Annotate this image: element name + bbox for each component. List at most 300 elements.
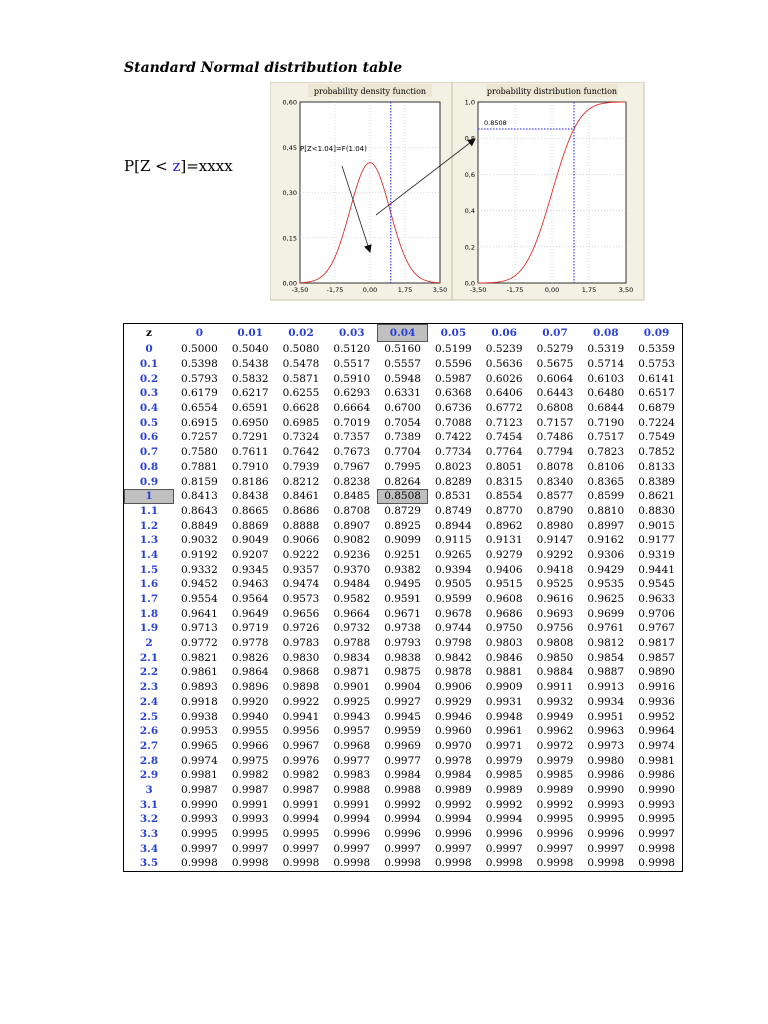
probability-cell: 0.9936 <box>638 695 675 708</box>
probability-cell: 0.9985 <box>536 769 574 782</box>
probability-cell: 0.8485 <box>333 490 371 503</box>
probability-cell: 0.9979 <box>485 754 523 767</box>
probability-cell: 0.9982 <box>231 769 269 782</box>
probability-cell: 0.9222 <box>282 548 320 561</box>
probability-cell: 0.9015 <box>638 519 675 532</box>
z-value-cell: 2.8 <box>139 754 159 767</box>
probability-cell: 0.9994 <box>384 813 421 826</box>
probability-cell: 0.9987 <box>231 783 269 796</box>
table-row <box>124 739 683 754</box>
probability-cell: 0.9984 <box>384 769 421 782</box>
probability-cell: 0.9545 <box>638 578 675 591</box>
probability-cell: 0.5636 <box>485 358 523 371</box>
probability-cell: 0.8810 <box>587 504 625 517</box>
probability-cell: 0.7823 <box>587 446 625 459</box>
probability-cell: 0.9783 <box>282 637 320 650</box>
probability-cell: 0.9599 <box>435 593 472 606</box>
probability-cell: 0.5557 <box>384 358 421 371</box>
probability-cell: 0.9649 <box>231 607 269 620</box>
table-row <box>124 357 683 372</box>
probability-cell: 0.9162 <box>587 534 625 547</box>
probability-cell: 0.8686 <box>282 504 320 517</box>
probability-cell: 0.9099 <box>384 534 421 547</box>
column-header: 0.01 <box>237 327 263 339</box>
probability-cell: 0.9744 <box>435 622 472 635</box>
probability-cell: 0.9945 <box>384 710 421 723</box>
probability-cell: 0.6217 <box>231 387 269 400</box>
probability-cell: 0.9995 <box>181 828 218 841</box>
x-tick-label: 0,00 <box>544 286 560 294</box>
probability-cell: 0.8729 <box>384 504 421 517</box>
probability-cell: 0.9049 <box>231 534 269 547</box>
probability-cell: 0.9406 <box>485 563 523 576</box>
probability-cell: 0.9750 <box>485 622 523 635</box>
y-tick-label: 0,6 <box>464 170 475 179</box>
probability-cell: 0.9993 <box>638 798 675 811</box>
probability-cell: 0.9463 <box>231 578 269 591</box>
probability-cell: 0.8944 <box>435 519 472 532</box>
probability-cell: 0.9997 <box>282 842 320 855</box>
probability-cell: 0.9554 <box>181 593 218 606</box>
column-header: 0.04 <box>377 324 428 343</box>
probability-cell: 0.8133 <box>638 460 675 473</box>
y-tick-label: 1,0 <box>464 98 475 107</box>
probability-cell: 0.6808 <box>536 402 574 415</box>
column-header: 0.03 <box>339 327 365 339</box>
z-column-header: z <box>146 327 152 339</box>
table-row <box>124 621 683 636</box>
probability-cell: 0.9878 <box>435 666 472 679</box>
table-row <box>124 753 683 768</box>
formula-z: z <box>172 157 181 175</box>
probability-cell: 0.9292 <box>536 548 574 561</box>
probability-cell: 0.9911 <box>536 681 574 694</box>
probability-cell: 0.8159 <box>181 475 218 488</box>
probability-cell: 0.6915 <box>181 416 218 429</box>
probability-cell: 0.9719 <box>231 622 269 635</box>
probability-cell: 0.8340 <box>536 475 574 488</box>
probability-cell: 0.9998 <box>384 857 421 870</box>
probability-cell: 0.9997 <box>384 842 421 855</box>
probability-cell: 0.7611 <box>231 446 269 459</box>
probability-cell: 0.9990 <box>181 798 218 811</box>
probability-cell: 0.9965 <box>181 739 218 752</box>
probability-cell: 0.9671 <box>384 607 421 620</box>
probability-cell: 0.9535 <box>587 578 625 591</box>
probability-cell: 0.9898 <box>282 681 320 694</box>
probability-cell: 0.8997 <box>587 519 625 532</box>
table-row <box>124 724 683 739</box>
probability-cell: 0.7549 <box>638 431 675 444</box>
probability-cell: 0.9505 <box>435 578 472 591</box>
probability-cell: 0.5359 <box>638 343 675 356</box>
y-tick-label: 0,15 <box>282 234 297 243</box>
probability-cell: 0.7939 <box>282 460 320 473</box>
probability-cell: 0.9656 <box>282 607 320 620</box>
y-tick-label: 0,30 <box>282 189 297 197</box>
probability-cell: 0.6293 <box>333 387 371 400</box>
z-value-cell: 3.1 <box>139 798 159 811</box>
probability-cell: 0.9925 <box>333 695 371 708</box>
probability-cell: 0.9788 <box>333 637 371 650</box>
probability-cell: 0.8106 <box>587 460 625 473</box>
probability-cell: 0.9998 <box>638 857 675 870</box>
probability-cell: 0.9812 <box>587 637 625 650</box>
probability-cell: 0.8749 <box>435 504 472 517</box>
probability-cell: 0.9082 <box>333 534 371 547</box>
probability-cell: 0.9968 <box>333 739 371 752</box>
probability-cell: 0.9997 <box>638 828 675 841</box>
z-value-cell: 1.5 <box>139 563 159 576</box>
probability-cell: 0.9177 <box>638 534 675 547</box>
table-row <box>124 841 683 856</box>
probability-cell: 0.9995 <box>231 828 269 841</box>
z-value-cell: 2.6 <box>139 725 159 738</box>
probability-cell: 0.5517 <box>333 358 371 371</box>
probability-cell: 0.9956 <box>282 725 320 738</box>
probability-cell: 0.9821 <box>181 651 218 664</box>
probability-cell: 0.8962 <box>485 519 523 532</box>
probability-cell: 0.9991 <box>333 798 371 811</box>
probability-cell: 0.9994 <box>485 813 523 826</box>
probability-cell: 0.9633 <box>638 593 675 606</box>
probability-cell: 0.5279 <box>536 343 574 356</box>
probability-cell: 0.9484 <box>333 578 371 591</box>
probability-cell: 0.9987 <box>181 783 218 796</box>
probability-cell: 0.7291 <box>231 431 269 444</box>
probability-cell: 0.8665 <box>231 504 269 517</box>
probability-cell: 0.5438 <box>231 358 269 371</box>
probability-cell: 0.5948 <box>384 372 421 385</box>
z-value-cell: 1.4 <box>139 548 159 561</box>
probability-cell: 0.9979 <box>536 754 574 767</box>
table-row <box>124 783 683 798</box>
probability-cell: 0.6064 <box>536 372 574 385</box>
probability-cell: 0.9983 <box>333 769 371 782</box>
probability-cell: 0.9998 <box>536 857 574 870</box>
probability-cell: 0.9986 <box>638 769 675 782</box>
probability-cell: 0.7967 <box>333 460 371 473</box>
probability-cell: 0.9838 <box>384 651 421 664</box>
probability-cell: 0.7088 <box>435 416 472 429</box>
probability-cell: 0.9990 <box>638 783 675 796</box>
table-row <box>124 342 683 357</box>
probability-cell: 0.9988 <box>384 783 421 796</box>
table-row <box>124 665 683 680</box>
probability-cell: 0.9953 <box>181 725 218 738</box>
probability-cell: 0.6844 <box>587 402 625 415</box>
probability-cell: 0.9808 <box>536 637 574 650</box>
probability-cell: 0.5199 <box>435 343 472 356</box>
pdf-annotation: P[Z<1.04]=F(1.04) <box>300 145 367 153</box>
probability-cell: 0.8438 <box>231 490 269 503</box>
probability-cell: 0.7454 <box>485 431 523 444</box>
probability-cell: 0.6950 <box>231 416 269 429</box>
x-tick-label: 3,50 <box>618 286 634 294</box>
probability-cell: 0.9115 <box>435 534 472 547</box>
probability-cell: 0.8461 <box>282 490 320 503</box>
probability-cell: 0.9997 <box>333 842 371 855</box>
probability-cell: 0.6736 <box>435 402 472 415</box>
table-row <box>124 415 683 430</box>
probability-cell: 0.9452 <box>181 578 218 591</box>
probability-cell: 0.7995 <box>384 460 421 473</box>
z-value-cell: 1.8 <box>139 607 159 620</box>
probability-cell: 0.8264 <box>384 475 421 488</box>
x-tick-label: -3,50 <box>469 286 487 294</box>
probability-cell: 0.9957 <box>333 725 371 738</box>
probability-cell: 0.8708 <box>333 504 371 517</box>
probability-cell: 0.7734 <box>435 446 472 459</box>
probability-cell: 0.9995 <box>638 813 675 826</box>
probability-cell: 0.9582 <box>333 593 371 606</box>
z-value-cell: 2.2 <box>139 666 159 679</box>
probability-cell: 0.9996 <box>435 828 472 841</box>
probability-cell: 0.9977 <box>333 754 371 767</box>
probability-cell: 0.9955 <box>231 725 269 738</box>
probability-cell: 0.9803 <box>485 637 523 650</box>
probability-cell: 0.9949 <box>536 710 574 723</box>
probability-cell: 0.8078 <box>536 460 574 473</box>
probability-cell: 0.9890 <box>638 666 675 679</box>
probability-cell: 0.8212 <box>282 475 320 488</box>
probability-cell: 0.9991 <box>231 798 269 811</box>
probability-cell: 0.7852 <box>638 446 675 459</box>
probability-cell: 0.7764 <box>485 446 523 459</box>
probability-cell: 0.9993 <box>587 798 625 811</box>
y-tick-label: 0,45 <box>282 143 297 152</box>
distribution-charts <box>270 82 650 302</box>
z-value-cell: 1.9 <box>139 622 159 635</box>
z-value-cell: 2.4 <box>139 695 159 708</box>
probability-cell: 0.9192 <box>181 548 218 561</box>
x-tick-label: -3,50 <box>291 286 309 294</box>
probability-cell: 0.9920 <box>231 695 269 708</box>
probability-cell: 0.9977 <box>384 754 421 767</box>
probability-cell: 0.7673 <box>333 446 371 459</box>
probability-cell: 0.6879 <box>638 402 675 415</box>
probability-cell: 0.9664 <box>333 607 371 620</box>
z-value-cell: 1.7 <box>139 593 159 606</box>
probability-cell: 0.9948 <box>485 710 523 723</box>
table-row <box>124 709 683 724</box>
probability-cell: 0.6517 <box>638 387 675 400</box>
probability-cell: 0.9996 <box>587 828 625 841</box>
z-value-cell: 2.5 <box>139 710 159 723</box>
probability-cell: 0.9842 <box>435 651 472 664</box>
column-header: 0.06 <box>491 327 517 339</box>
probability-cell: 0.9345 <box>231 563 269 576</box>
probability-cell: 0.8790 <box>536 504 574 517</box>
probability-cell: 0.6700 <box>384 402 421 415</box>
z-value-cell: 1.1 <box>139 504 159 517</box>
probability-cell: 0.9767 <box>638 622 675 635</box>
probability-cell: 0.9952 <box>638 710 675 723</box>
table-row <box>124 768 683 783</box>
probability-cell: 0.6179 <box>181 387 218 400</box>
probability-cell: 0.7517 <box>587 431 625 444</box>
probability-cell: 0.9996 <box>485 828 523 841</box>
probability-cell: 0.5319 <box>587 343 625 356</box>
probability-cell: 0.9974 <box>181 754 218 767</box>
probability-cell: 0.9901 <box>333 681 371 694</box>
probability-cell: 0.9938 <box>181 710 218 723</box>
probability-cell: 0.7389 <box>384 431 421 444</box>
z-value-cell: 2.9 <box>139 769 159 782</box>
probability-cell: 0.9032 <box>181 534 218 547</box>
x-tick-label: 1,75 <box>397 286 413 294</box>
probability-cell: 0.8289 <box>435 475 472 488</box>
z-value-cell: 0.5 <box>139 416 159 429</box>
probability-cell: 0.9998 <box>181 857 218 870</box>
probability-cell: 0.8577 <box>536 490 574 503</box>
probability-cell: 0.9918 <box>181 695 218 708</box>
probability-cell: 0.9798 <box>435 637 472 650</box>
probability-cell: 0.9941 <box>282 710 320 723</box>
probability-cell: 0.7324 <box>282 431 320 444</box>
probability-cell: 0.9984 <box>435 769 472 782</box>
z-value-cell: 0.8 <box>139 460 159 473</box>
probability-cell: 0.9975 <box>231 754 269 767</box>
probability-cell: 0.9946 <box>435 710 472 723</box>
probability-cell: 0.9846 <box>485 651 523 664</box>
probability-cell: 0.8389 <box>638 475 675 488</box>
probability-cell: 0.8186 <box>231 475 269 488</box>
z-value-cell: 0.4 <box>139 402 159 415</box>
table-row <box>124 548 683 563</box>
probability-cell: 0.5000 <box>181 343 218 356</box>
probability-cell: 0.9934 <box>587 695 625 708</box>
z-value-cell: 3.5 <box>139 857 159 870</box>
probability-cell: 0.9997 <box>231 842 269 855</box>
probability-cell: 0.5239 <box>485 343 523 356</box>
probability-cell: 0.5987 <box>435 372 472 385</box>
probability-cell: 0.9854 <box>587 651 625 664</box>
probability-cell: 0.6480 <box>587 387 625 400</box>
probability-cell: 0.9943 <box>333 710 371 723</box>
probability-cell: 0.6772 <box>485 402 523 415</box>
probability-cell: 0.9861 <box>181 666 218 679</box>
chart-title: probability distribution function <box>486 87 618 96</box>
column-header: 0.05 <box>440 327 467 339</box>
probability-cell: 0.9332 <box>181 563 218 576</box>
probability-cell: 0.9966 <box>231 739 269 752</box>
probability-cell: 0.9998 <box>435 857 472 870</box>
probability-cell: 0.9992 <box>384 798 421 811</box>
table-row <box>124 577 683 592</box>
probability-cell: 0.8925 <box>384 519 421 532</box>
z-value-cell: 0 <box>145 343 153 356</box>
probability-cell: 0.9951 <box>587 710 625 723</box>
probability-cell: 0.9306 <box>587 548 625 561</box>
probability-cell: 0.6443 <box>536 387 574 400</box>
probability-cell: 0.9997 <box>587 842 625 855</box>
probability-cell: 0.7580 <box>181 446 218 459</box>
probability-cell: 0.8621 <box>638 490 675 503</box>
probability-cell: 0.6985 <box>282 416 320 429</box>
probability-cell: 0.9066 <box>282 534 320 547</box>
x-tick-label: -1,75 <box>326 286 344 294</box>
probability-cell: 0.9982 <box>282 769 320 782</box>
probability-cell: 0.9940 <box>231 710 269 723</box>
z-value-cell: 1.3 <box>139 534 159 547</box>
y-tick-label: 0,60 <box>282 98 297 107</box>
probability-cell: 0.9972 <box>536 739 574 752</box>
probability-cell: 0.9974 <box>638 739 675 752</box>
probability-cell: 0.9969 <box>384 739 421 752</box>
probability-cell: 0.9817 <box>638 637 675 650</box>
probability-cell: 0.5080 <box>282 343 320 356</box>
probability-cell: 0.5910 <box>333 372 371 385</box>
table-row <box>124 518 683 533</box>
probability-cell: 0.9857 <box>638 651 675 664</box>
probability-cell: 0.9564 <box>231 593 269 606</box>
probability-cell: 0.7422 <box>435 431 472 444</box>
probability-cell: 0.5478 <box>282 358 320 371</box>
z-value-cell: 0.9 <box>139 475 159 488</box>
probability-cell: 0.6103 <box>587 372 625 385</box>
table-row <box>124 489 683 504</box>
probability-cell: 0.9131 <box>485 534 523 547</box>
probability-cell: 0.7157 <box>536 416 574 429</box>
z-value-cell: 2.1 <box>139 651 159 664</box>
z-value-cell: 3 <box>145 783 153 796</box>
probability-cell: 0.9826 <box>231 651 269 664</box>
probability-cell: 0.9893 <box>181 681 218 694</box>
probability-cell: 0.7190 <box>587 416 625 429</box>
probability-cell: 0.9793 <box>384 637 421 650</box>
probability-cell: 0.8869 <box>231 519 269 532</box>
x-tick-label: 1,75 <box>581 286 597 294</box>
probability-cell: 0.9986 <box>587 769 625 782</box>
probability-cell: 0.7357 <box>333 431 371 444</box>
probability-cell: 0.9875 <box>384 666 421 679</box>
probability-cell: 0.9370 <box>333 563 371 576</box>
probability-cell: 0.9732 <box>333 622 371 635</box>
table-row <box>124 856 683 871</box>
z-value-cell: 2 <box>145 637 153 650</box>
table-row <box>124 695 683 710</box>
probability-cell: 0.9868 <box>282 666 320 679</box>
table-row <box>124 636 683 651</box>
probability-cell: 0.9830 <box>282 651 320 664</box>
probability-cell: 0.9959 <box>384 725 421 738</box>
probability-cell: 0.8770 <box>485 504 523 517</box>
probability-formula <box>124 157 233 175</box>
probability-cell: 0.9978 <box>435 754 472 767</box>
probability-cell: 0.5160 <box>384 343 421 356</box>
probability-cell: 0.5832 <box>231 372 269 385</box>
probability-cell: 0.8413 <box>181 490 218 503</box>
probability-cell: 0.9474 <box>282 578 320 591</box>
probability-cell: 0.9251 <box>384 548 421 561</box>
probability-cell: 0.9973 <box>587 739 625 752</box>
probability-cell: 0.8508 <box>377 489 428 504</box>
probability-cell: 0.9929 <box>435 695 472 708</box>
probability-cell: 0.9686 <box>485 607 523 620</box>
probability-cell: 0.9357 <box>282 563 320 576</box>
probability-cell: 0.8023 <box>435 460 472 473</box>
probability-cell: 0.9834 <box>333 651 371 664</box>
table-row <box>124 504 683 519</box>
table-row <box>124 533 683 548</box>
probability-cell: 0.6331 <box>384 387 421 400</box>
probability-cell: 0.9207 <box>231 548 269 561</box>
probability-cell: 0.9147 <box>536 534 574 547</box>
probability-cell: 0.9896 <box>231 681 269 694</box>
probability-cell: 0.5793 <box>181 372 218 385</box>
probability-cell: 0.9429 <box>587 563 625 576</box>
